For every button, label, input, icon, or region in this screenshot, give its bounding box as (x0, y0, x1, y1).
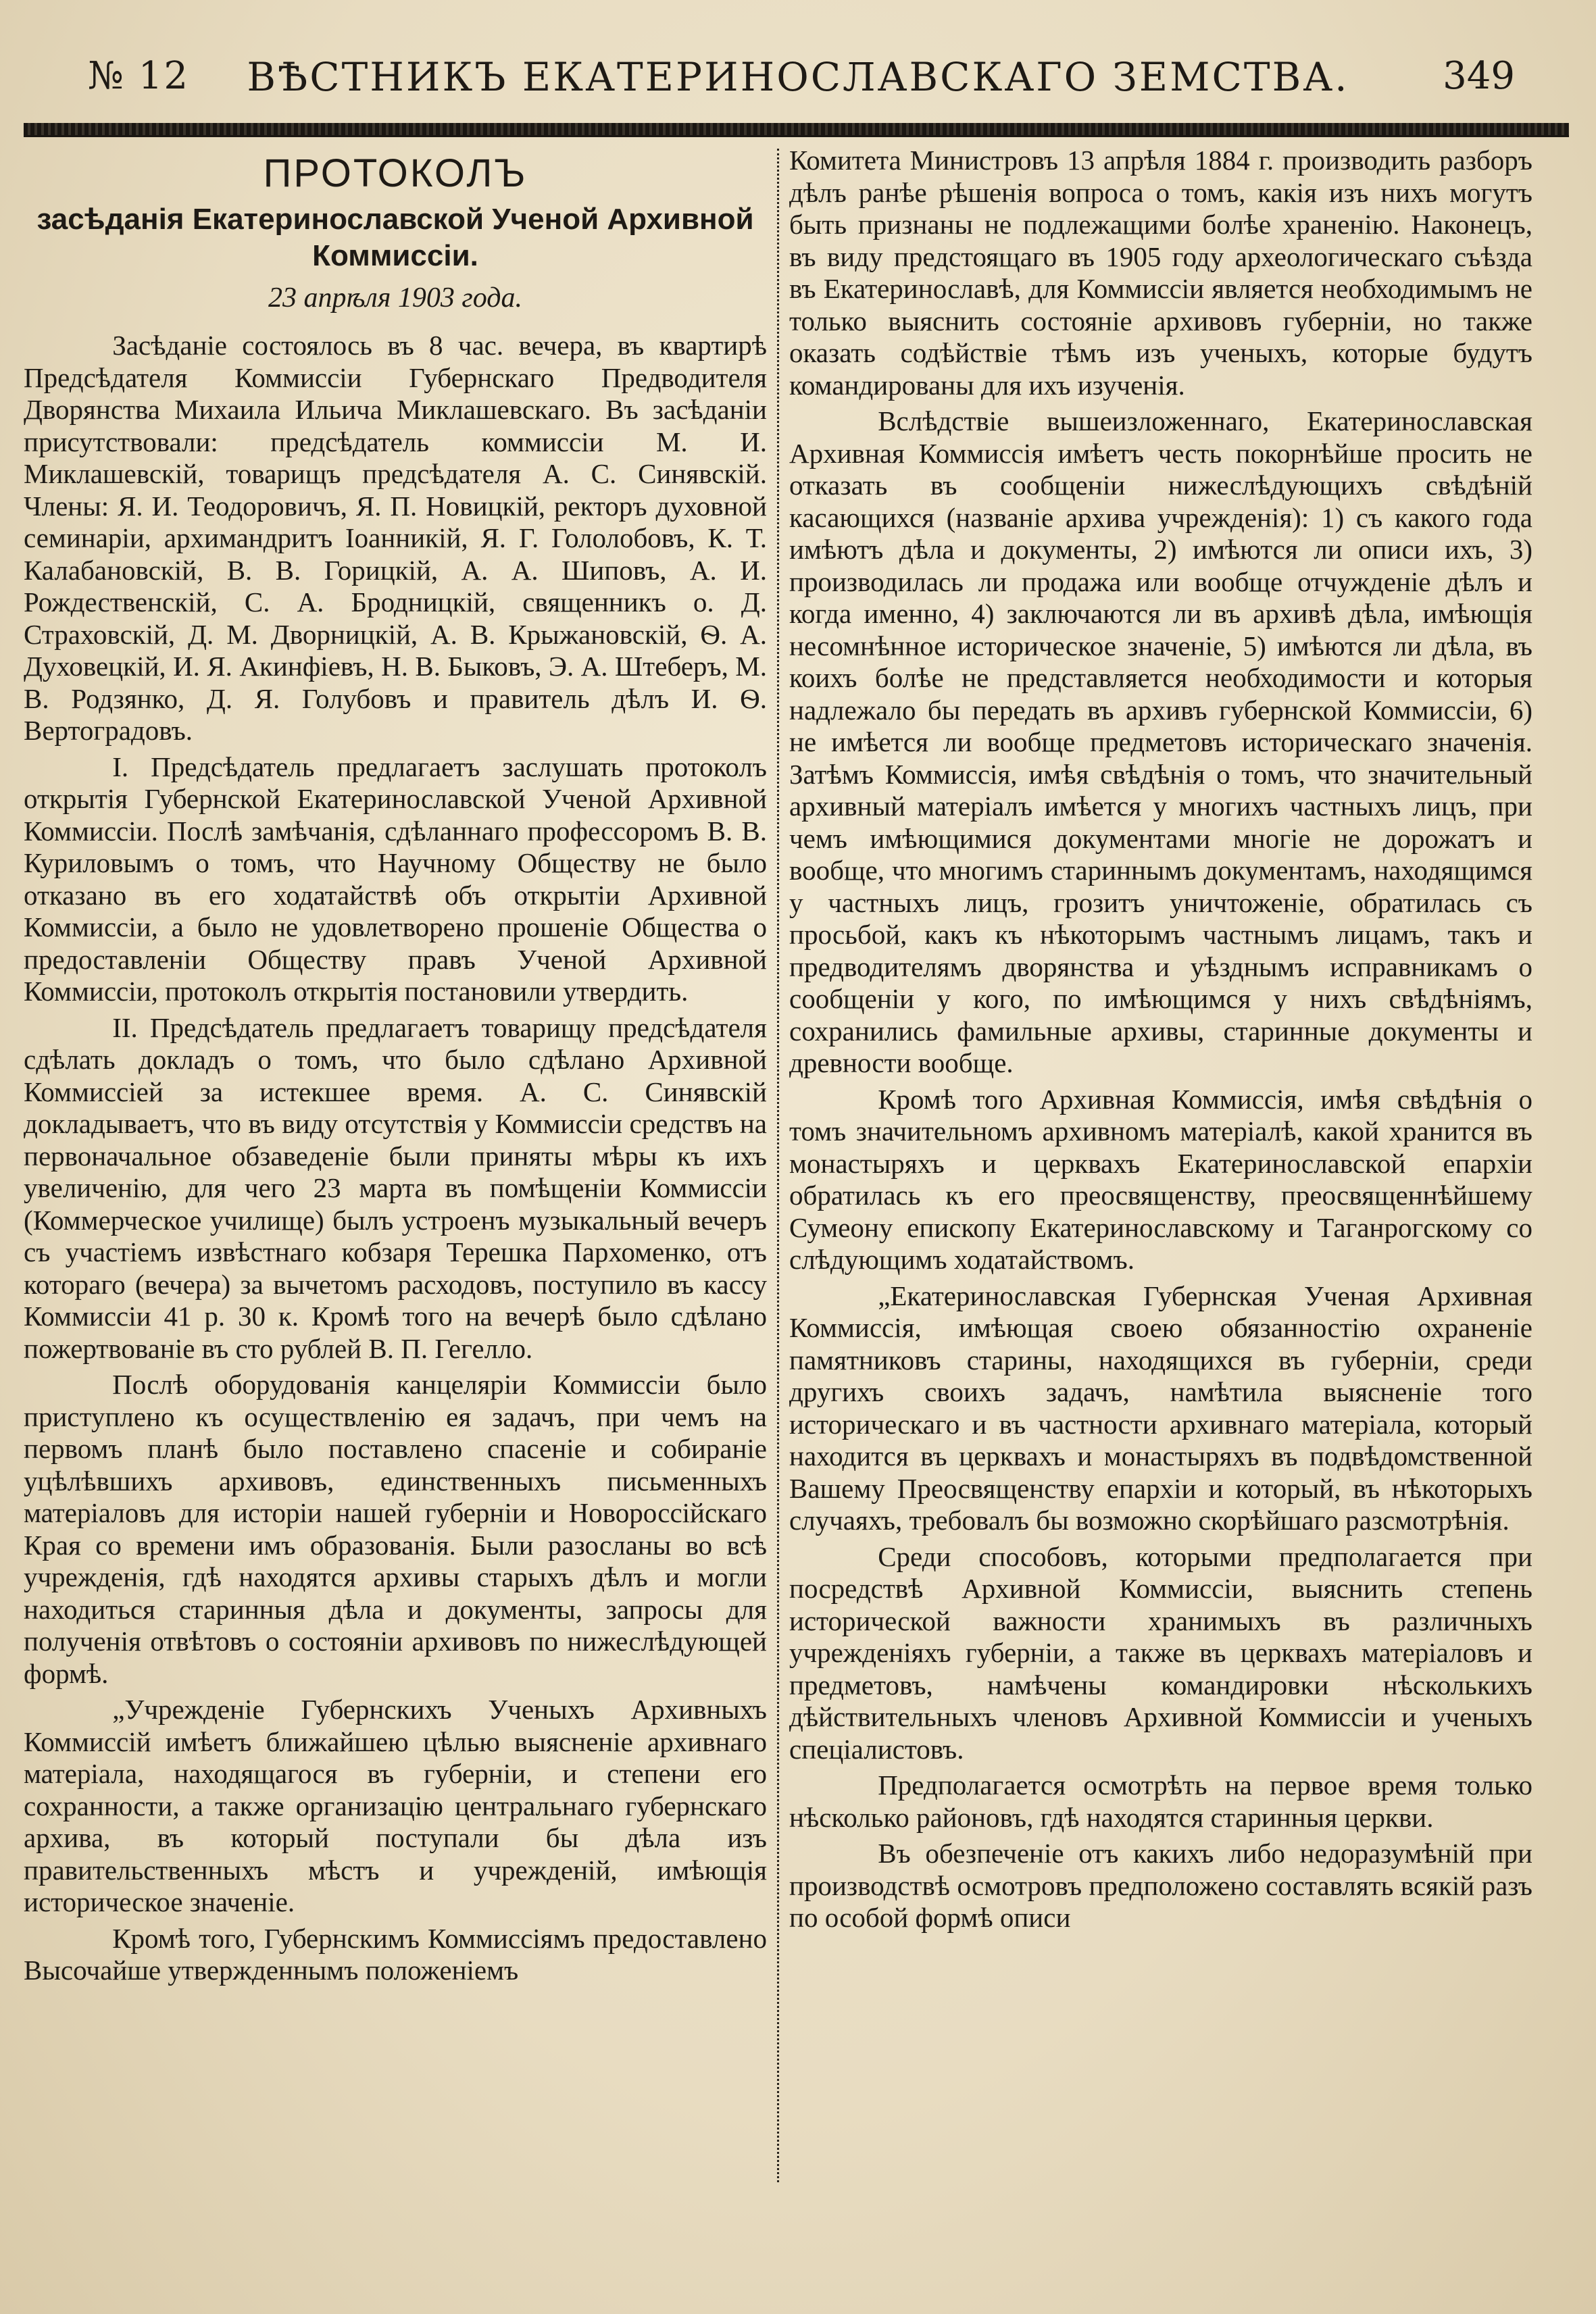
paragraph: Среди способовъ, которыми предполагается при посредствѣ Архивной Коммиссіи, выяснить степень исторической важности хранимыхъ въ различныхъ учрежденіяхъ губерніи, а также въ церквахъ матеріаловъ и предметовъ, намѣчены командировки нѣсколькихъ дѣйствительныхъ членовъ Архивной Коммиссіи и ученыхъ спеціалистовъ. (789, 1540, 1532, 1765)
page-number: 349 (1443, 54, 1515, 98)
article-date: 23 апрѣля 1903 года. (268, 282, 522, 313)
article-subtitle: засѣданія Екатеринославской Ученой Архивной Коммиссіи. (36, 203, 754, 272)
paragraph: „Учрежденіе Губернскихъ Ученыхъ Архивныхъ Коммиссій имѣетъ ближайшею цѣлью выясненіе архивнаго матеріала, находящагося въ губерніи, и степени его сохранности, а также организацію центральнаго губернскаго архива, въ который поступали бы дѣла изъ правительственныхъ мѣстъ и учрежденій, имѣющія историческое значеніе. (24, 1694, 767, 1917)
article-title: ПРОТОКОЛЪ (263, 151, 528, 195)
paragraph: Въ обезпеченіе отъ какихъ либо недоразумѣній при производствѣ осмотровъ предположено составлять всякій разъ по особой формѣ описи (789, 1838, 1532, 1933)
paragraph: Кромѣ того, Губернскимъ Коммиссіямъ предоставлено Высочайше утвержденнымъ положеніемъ (24, 1922, 767, 1986)
paragraph: Засѣданіе состоялось въ 8 час. вечера, въ квартирѣ Предсѣдателя Коммиссіи Губернскаго Предводителя Дворянства Михаила Ильича Миклашевскаго. Въ засѣданіи присутствовали: предсѣдатель коммиссіи М. И. Миклашевскій, товарищъ предсѣдателя А. С. Синявскій. Члены: Я. И. Теодоровичъ, Я. П. Новицкій, ректоръ духовной семинаріи, архимандритъ Іоанникій, Я. Г. Гололобовъ, К. Т. Калабановскій, В. В. Горицкій, А. А. Шиповъ, А. И. Рождественскій, С. А. Бродницкій, священникъ о. Д. Страховскій, Д. М. Дворницкій, А. В. Крыжановскій, Ѳ. А. Духовецкій, И. Я. Акинфіевъ, Н. В. Быковъ, Э. А. Штеберъ, М. В. Родзянко, Д. Я. Голубовъ и правитель дѣлъ И. Ѳ. Вертоградовъ. (24, 330, 767, 746)
paragraph: II. Предсѣдатель предлагаетъ товарищу предсѣдателя сдѣлать докладъ о томъ, что было сдѣлано Архивной Коммиссіей за истекшее время. А. С. Синявскій докладываетъ, что въ виду отсутствія у Коммиссіи средствъ на первоначальное обзаведеніе были приняты мѣры къ ихъ увеличенію, для чего 23 марта въ помѣщеніи Коммиссіи (Коммерческое училище) былъ устроенъ музыкальный вечеръ съ участіемъ извѣстнаго кобзаря Терешка Пархоменко, отъ котораго (вечера) за вычетомъ расходовъ, поступило въ кассу Коммиссіи 41 р. 30 к. Кромѣ того на вечерѣ было сдѣлано пожертвованіе въ сто рублей В. П. Гегелло. (24, 1011, 767, 1364)
paragraph: Кромѣ того Архивная Коммиссія, имѣя свѣдѣнія о томъ значительномъ архивномъ матеріалѣ, какой хранится въ монастыряхъ и церквахъ Екатеринославской епархіи обратилась къ его преосвященству, преосвященнѣйшему Сумеону епископу Екатеринославскому и Таганрогскому со слѣдующимъ ходатайствомъ. (789, 1083, 1532, 1275)
running-header (41, 47, 1555, 115)
issue-number: № 12 (88, 54, 190, 98)
right-column (789, 145, 1532, 1934)
journal-title: ВѢСТНИКЪ ЕКАТЕРИНОСЛАВСКАГО ЗЕМСТВА. (247, 54, 1349, 100)
left-column (24, 150, 767, 1987)
paragraph: Предполагается осмотрѣть на первое время только нѣсколько районовъ, гдѣ находятся старинныя церкви. (789, 1769, 1532, 1833)
paragraph: Послѣ оборудованія канцеляріи Коммиссіи было приступлено къ осуществленію ея задачъ, при чемъ на первомъ планѣ было поставлено спасеніе и собираніе уцѣлѣвшихъ архивовъ, единственныхъ письменныхъ матеріаловъ для исторіи нашей губерніи и Новороссійскаго Края со времени имъ образованія. Были разосланы во всѣ учрежденія, гдѣ находятся архивы старыхъ дѣлъ и могли находиться старинныя дѣла и документы, запросы для полученія отвѣтовъ о состояніи архивовъ по нижеслѣдующей формѣ. (24, 1369, 767, 1689)
paragraph: „Екатеринославская Губернская Ученая Архивная Коммиссія, имѣющая своею обязанностію охраненіе памятниковъ старины, находящихся въ губерніи, среди другихъ своихъ задачъ, намѣтила выясненіе того историческаго и въ частности архивнаго матеріала, который находится въ церквахъ и монастыряхъ въ подвѣдомственной Вашему Преосвященству епархіи и который, въ нѣкоторыхъ случаяхъ, требовалъ бы возможно скорѣйшаго разсмотрѣнія. (789, 1280, 1532, 1536)
column-divider (777, 149, 779, 2182)
paragraph-continuation: Комитета Министровъ 13 апрѣля 1884 г. производить разборъ дѣлъ ранѣе рѣшенія вопроса о томъ, какія изъ нихъ могутъ быть признаны не подлежащими болѣе храненію. Наконецъ, въ виду предстоящаго въ 1905 году археологическаго съѣзда въ Екатеринославѣ, для Коммиссіи является необходимымъ не только выяснить состояніе архивовъ губерніи, но также оказать содѣйствіе тѣмъ изъ ученыхъ, которые будутъ командированы для ихъ изученія. (789, 145, 1532, 401)
paragraph: I. Предсѣдатель предлагаетъ заслушать протоколъ открытія Губернской Екатеринославской Ученой Архивной Коммиссіи. Послѣ замѣчанія, сдѣланнаго профессоромъ В. В. Куриловымъ о томъ, что Научному Обществу не было отказано въ его ходатайствѣ объ открытіи Архивной Коммиссіи, а было не удовлетворено прошеніе Общества о предоставленіи Обществу правъ Ученой Архивной Коммиссіи, протоколъ открытія постановили утвердить. (24, 751, 767, 1007)
header-rule (24, 123, 1569, 137)
paragraph: Вслѣдствіе вышеизложеннаго, Екатеринославская Архивная Коммиссія имѣетъ честь покорнѣйше просить не отказать въ сообщеніи нижеслѣдующихъ свѣдѣній касающихся (названіе архива учрежденія): 1) съ какого года имѣютъ дѣла и документы, 2) имѣются ли описи ихъ, 3) производилась ли продажа или вообще отчужденіе дѣлъ и когда именно, 4) заключаются ли въ архивѣ дѣла, имѣющія несомнѣнное историческое значеніе, 5) имѣются ли дѣла, въ коихъ болѣе не представляется необходимости и которыя надлежало бы передать въ архивъ губернской Коммиссіи, 6) не имѣется ли вообще предметовъ историческаго значенія. Затѣмъ Коммиссія, имѣя свѣдѣнія о томъ, что значительный архивный матеріалъ имѣется у многихъ частныхъ лицъ, при чемъ имѣющимися документами многіе не дорожатъ и вообще, что многимъ стариннымъ документамъ, находящимся у частныхъ лицъ, грозитъ уничтоженіе, обратилась съ просьбой, какъ къ нѣкоторымъ частнымъ лицамъ, такъ и предводителямъ дворянства и уѣзднымъ исправникамъ о сообщеніи у кого, по имѣющимся у нихъ свѣдѣніямъ, сохранились фамильные архивы, старинные документы и древности вообще. (789, 405, 1532, 1078)
